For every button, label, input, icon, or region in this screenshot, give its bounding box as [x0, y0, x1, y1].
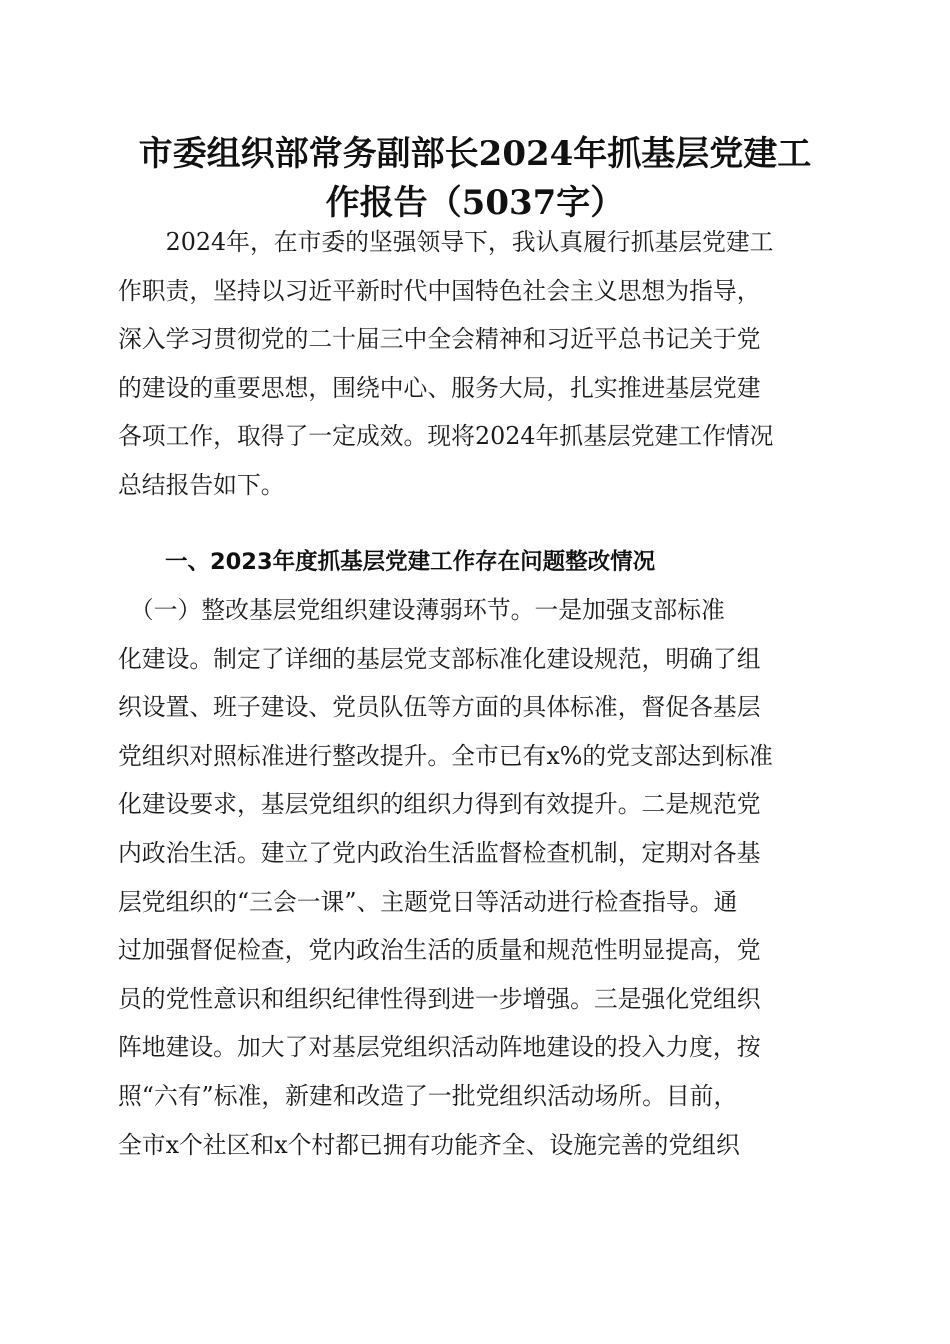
intro-line-4: 的建设的重要思想，围绕中心、服务大局，扎实推进基层党建 [118, 373, 761, 402]
intro-line-1: 2024年，在市委的坚强领导下，我认真履行抓基层党建工 [118, 228, 774, 256]
intro-line-5: 各项工作，取得了一定成效。现将2024年抓基层党建工作情况 [118, 422, 774, 451]
intro-line-2: 作职责，坚持以习近平新时代中国特色社会主义思想为指导， [118, 276, 761, 305]
section-line-11: 照“六有”标准，新建和改造了一批党组织活动场所。目前， [118, 1081, 738, 1110]
section-line-10: 阵地建设。加大了对基层党组织活动阵地建设的投入力度，按 [118, 1033, 761, 1062]
section-line-6: 内政治生活。建立了党内政治生活监督检查机制，定期对各基 [118, 838, 761, 867]
section-line-5: 化建设要求，基层党组织的组织力得到有效提升。二是规范党 [118, 790, 761, 819]
intro-line-3: 深入学习贯彻党的二十届三中全会精神和习近平总书记关于党 [118, 325, 761, 354]
section-heading: 一、2023年度抓基层党建工作存在问题整改情况 [165, 549, 656, 575]
section-line-3: 织设置、班子建设、党员队伍等方面的具体标准，督促各基层 [118, 693, 761, 722]
title-line-1: 市委组织部常务副部长2024年抓基层党建工 [138, 134, 812, 174]
section-line-1: （一）整改基层党组织建设薄弱环节。一是加强支部标准 [118, 596, 725, 624]
section-line-2: 化建设。制定了详细的基层党支部标准化建设规范，明确了组 [118, 644, 761, 673]
section-line-12: 全市x个社区和x个村都已拥有功能齐全、设施完善的党组织 [118, 1130, 740, 1159]
section-line-9: 员的党性意识和组织纪律性得到进一步增强。三是强化党组织 [118, 984, 761, 1013]
section-line-7: 层党组织的“三会一课”、主题党日等活动进行检查指导。通 [118, 887, 738, 916]
title-line-2: 作报告（5037字） [325, 183, 625, 223]
intro-paragraph [118, 218, 828, 510]
section-paragraph [118, 586, 828, 1169]
section-line-8: 过加强督促检查，党内政治生活的质量和规范性明显提高，党 [118, 936, 761, 965]
document-title [110, 130, 840, 228]
intro-line-6: 总结报告如下。 [118, 470, 285, 499]
section-line-4: 党组织对照标准进行整改提升。全市已有x%的党支部达到标准 [118, 741, 773, 770]
